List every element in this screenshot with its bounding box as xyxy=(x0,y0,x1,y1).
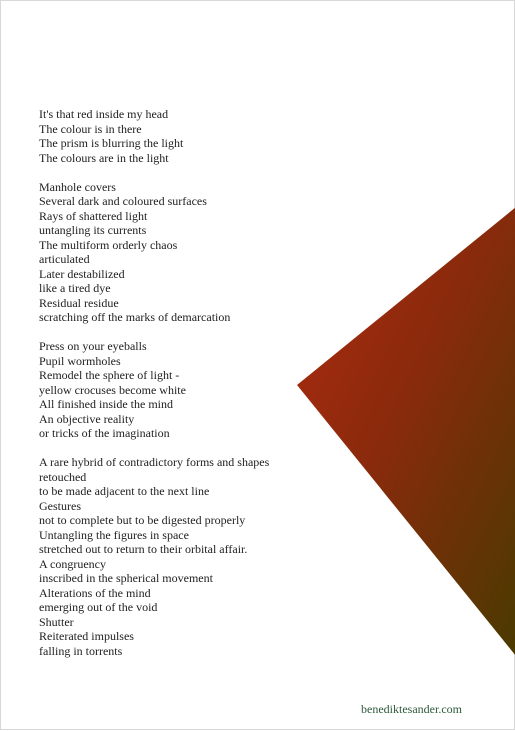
poem-line: Untangling the figures in space xyxy=(39,527,189,542)
poem-line: articulated xyxy=(39,252,90,266)
poem-line: An objective reality xyxy=(39,411,135,426)
website-footer[interactable]: benediktesander.com xyxy=(361,702,462,716)
poem-line: Pupil wormholes xyxy=(39,353,121,368)
poem-line: scratching off the marks of demarcation xyxy=(39,310,231,324)
poem-line: The colour is in there xyxy=(39,121,142,136)
poem-line: yellow crocuses become white xyxy=(39,382,186,397)
poem-line: Alterations of the mind xyxy=(39,585,151,600)
poem-line: Several dark and coloured surfaces xyxy=(39,194,207,208)
poem-line: Reiterated impulses xyxy=(39,629,134,643)
poem-line: Gestures xyxy=(39,498,81,513)
poem-line: inscribed in the spherical movement xyxy=(39,571,213,585)
stanza xyxy=(39,180,339,325)
poem-line: stretched out to return to their orbital affair. xyxy=(39,542,248,556)
stanza xyxy=(39,107,339,165)
poem-line: falling in torrents xyxy=(39,643,123,658)
poem-line: emerging out of the void xyxy=(39,600,158,614)
poem-line: Remodel the sphere of light - xyxy=(39,368,180,382)
poem-line: retouched xyxy=(39,469,87,484)
poem-line: Residual residue xyxy=(39,295,119,310)
poem-line: Rays of shattered light xyxy=(39,208,148,223)
poem-line: The multiform orderly chaos xyxy=(39,237,178,252)
poem-line: The colours are in the light xyxy=(39,150,169,165)
poem-line: Press on your eyeballs xyxy=(39,339,147,353)
poem-line: Manhole covers xyxy=(39,179,116,194)
poem-line: like a tired dye xyxy=(39,281,111,295)
poem-line: to be made adjacent to the next line xyxy=(39,484,210,498)
poem-text xyxy=(39,107,339,673)
poem-line: untangling its currents xyxy=(39,223,147,237)
poem-line: A rare hybrid of contradictory forms and shapes xyxy=(39,455,270,469)
stanza xyxy=(39,455,339,658)
poem-line: not to complete but to be digested properly xyxy=(39,513,246,527)
stanza xyxy=(39,339,339,441)
poem-line: All finished inside the mind xyxy=(39,397,173,411)
poem-line: It's that red inside my head xyxy=(39,107,169,121)
poem-line: The prism is blurring the light xyxy=(39,136,184,150)
poem-line: Shutter xyxy=(39,614,74,629)
poem-line: Later destabilized xyxy=(39,266,125,281)
poem-line: or tricks of the imagination xyxy=(39,426,170,440)
poem-line: A congruency xyxy=(39,556,106,571)
